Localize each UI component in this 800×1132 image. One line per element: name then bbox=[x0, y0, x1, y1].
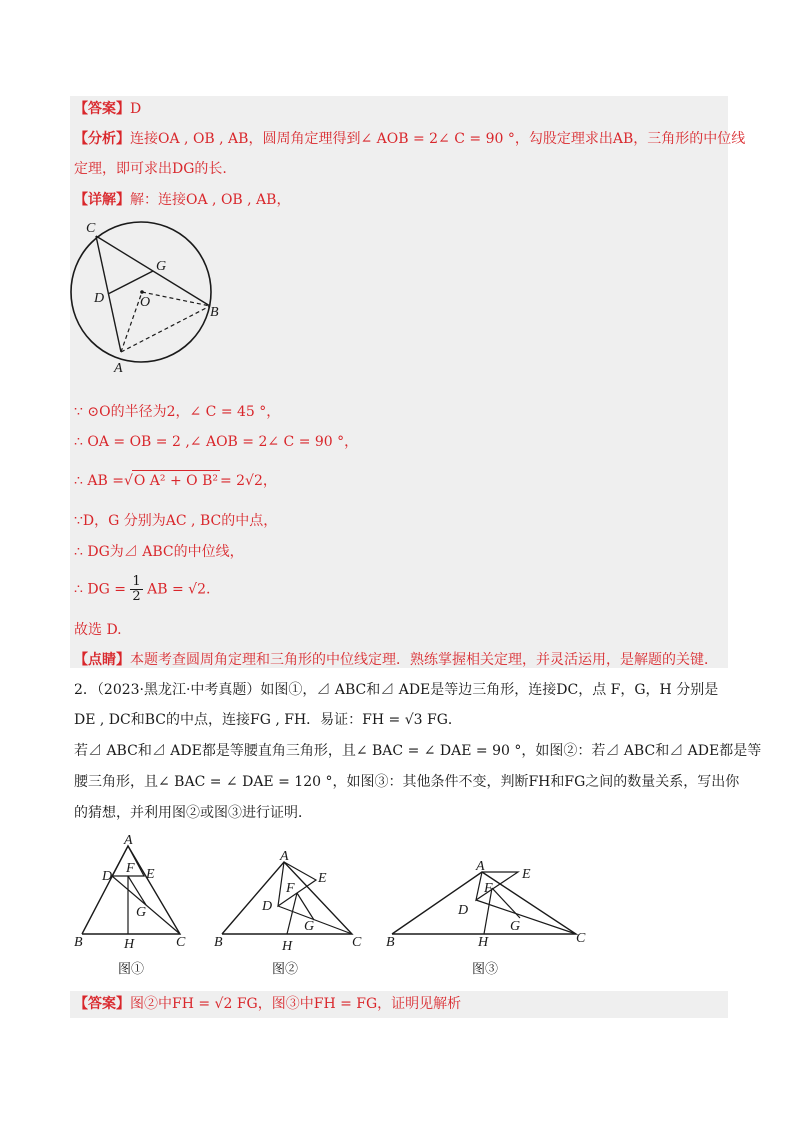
fig2-label-e: E bbox=[318, 871, 327, 886]
step-6-pre: ∴ DG = bbox=[74, 581, 126, 598]
fraction-one-half bbox=[130, 575, 142, 604]
fig2-label-g: G bbox=[304, 919, 315, 934]
center-dot bbox=[140, 290, 144, 294]
step-3-radicand: O A² + O B² bbox=[132, 470, 220, 491]
step-3-post: = 2√2， bbox=[219, 473, 277, 489]
fig2-label-d: D bbox=[262, 899, 273, 914]
problem2-text-1: 2．（2023·黑龙江·中考真题）如图①，⊿ ABC和⊿ ADE是等边三角形，连接DC，点 F，G，H 分别是 bbox=[74, 682, 719, 698]
fraction-numerator: 1 bbox=[132, 574, 141, 589]
fig3-label-f: F bbox=[484, 881, 493, 896]
comment-line bbox=[74, 650, 718, 670]
fig2-label-c: C bbox=[352, 935, 362, 950]
problem2-line-2 bbox=[74, 710, 462, 730]
figure-3-diagram bbox=[380, 856, 600, 956]
fig1-label-a: A bbox=[124, 833, 133, 848]
analysis-line-2 bbox=[74, 159, 227, 179]
step-6 bbox=[74, 575, 210, 604]
problem2-line-3 bbox=[74, 741, 761, 761]
fig1-label-g: G bbox=[136, 905, 147, 920]
comment-tag: 【点睛】 bbox=[74, 652, 130, 668]
figure-1-diagram bbox=[70, 833, 200, 956]
answer-tag: 【答案】 bbox=[74, 101, 130, 117]
problem2-text-4: 腰三角形，且∠ BAC = ∠ DAE = 120 °，如图③：其他条件不变，判断FH和FG之间的数量关系，写出你 bbox=[74, 774, 740, 790]
step-4 bbox=[74, 511, 277, 531]
answer-line bbox=[74, 99, 141, 119]
answer2-text: 图②中FH = √2 FG，图③中FH = FG，证明见解析 bbox=[130, 996, 462, 1012]
analysis-text-1: 连接OA , OB , AB，圆周角定理得到∠ AOB = 2∠ C = 90 °，勾股定理求出AB，三角形的中位线 bbox=[130, 131, 746, 147]
label-a: A bbox=[114, 361, 123, 376]
step-6-post: AB = √2. bbox=[147, 581, 211, 598]
caption-fig-2: 图② bbox=[272, 962, 299, 977]
detail-tag: 【详解】 bbox=[74, 192, 130, 208]
problem2-text-3: 若⊿ ABC和⊿ ADE都是等腰直角三角形，且∠ BAC = ∠ DAE = 90 °，如图②：若⊿ ABC和⊿ ADE都是等 bbox=[74, 743, 762, 759]
label-c: C bbox=[86, 221, 96, 236]
caption-fig-3: 图③ bbox=[472, 962, 499, 977]
fig3-label-g: G bbox=[510, 919, 521, 934]
comment-text: 本题考查圆周角定理和三角形的中位线定理．熟练掌握相关定理，并灵活运用，是解题的关键． bbox=[130, 652, 718, 668]
fig1-label-e: E bbox=[146, 867, 155, 882]
problem2-line-1 bbox=[74, 680, 718, 700]
label-d: D bbox=[94, 291, 105, 306]
step-1-text: ∵ ⊙O的半径为2，∠ C = 45 °， bbox=[74, 404, 281, 420]
step-3-pre: ∴ AB = bbox=[74, 473, 124, 489]
fig3-label-b: B bbox=[386, 935, 395, 950]
answer2-tag: 【答案】 bbox=[74, 996, 130, 1012]
fig3-label-a: A bbox=[476, 859, 485, 874]
answer2-line bbox=[74, 994, 461, 1014]
fig2-label-f: F bbox=[286, 881, 295, 896]
problem2-line-5 bbox=[74, 803, 312, 823]
step-7-text: 故选 D. bbox=[74, 622, 122, 638]
segment-oa bbox=[121, 292, 142, 352]
caption-fig-1: 图① bbox=[118, 962, 145, 977]
segment-ab bbox=[121, 306, 210, 352]
figure-2-diagram bbox=[210, 848, 370, 956]
fig3-label-d: D bbox=[458, 903, 469, 918]
step-5-text: ∴ DG为⊿ ABC的中位线， bbox=[74, 544, 244, 560]
fig2-label-b: B bbox=[214, 935, 223, 950]
circle-diagram bbox=[64, 212, 224, 382]
label-g: G bbox=[156, 259, 167, 274]
label-b: B bbox=[210, 305, 219, 320]
step-5 bbox=[74, 542, 244, 562]
fig3-label-e: E bbox=[522, 867, 531, 882]
fig1-label-f: F bbox=[126, 861, 135, 876]
fig3-label-h: H bbox=[478, 935, 489, 950]
fig1-label-h: H bbox=[124, 937, 135, 952]
problem2-text-5: 的猜想，并利用图②或图③进行证明． bbox=[74, 805, 312, 821]
analysis-tag: 【分析】 bbox=[74, 131, 130, 147]
step-4-text: ∵D，G 分别为AC , BC的中点， bbox=[74, 513, 278, 529]
step-2-text: ∴ OA = OB = 2 ,∠ AOB = 2∠ C = 90 °， bbox=[74, 434, 359, 450]
analysis-line-1 bbox=[74, 129, 745, 149]
step-2 bbox=[74, 432, 358, 452]
fig1-label-b: B bbox=[74, 935, 83, 950]
problem2-line-4 bbox=[74, 772, 739, 792]
detail-text: 解：连接OA , OB , AB， bbox=[130, 192, 291, 208]
fig3-label-c: C bbox=[576, 931, 586, 946]
answer-value: D bbox=[130, 101, 142, 117]
fig2-label-h: H bbox=[282, 939, 293, 954]
step-1 bbox=[74, 402, 280, 422]
fig1-label-d: D bbox=[102, 869, 113, 884]
label-o: O bbox=[140, 295, 151, 310]
fig2-label-a: A bbox=[280, 849, 289, 864]
step-3: ∴ AB =√O A² + O B² = 2√2， bbox=[74, 470, 277, 491]
segment-dg bbox=[108, 271, 153, 294]
detail-line bbox=[74, 190, 290, 210]
analysis-text-2: 定理，即可求出DG的长. bbox=[74, 161, 227, 177]
step-7 bbox=[74, 620, 122, 640]
fraction-denominator: 2 bbox=[132, 589, 141, 604]
problem2-text-2: DE , DC和BC的中点，连接FG , FH．易证：FH = √3 FG． bbox=[74, 712, 462, 728]
fig1-label-c: C bbox=[176, 935, 186, 950]
